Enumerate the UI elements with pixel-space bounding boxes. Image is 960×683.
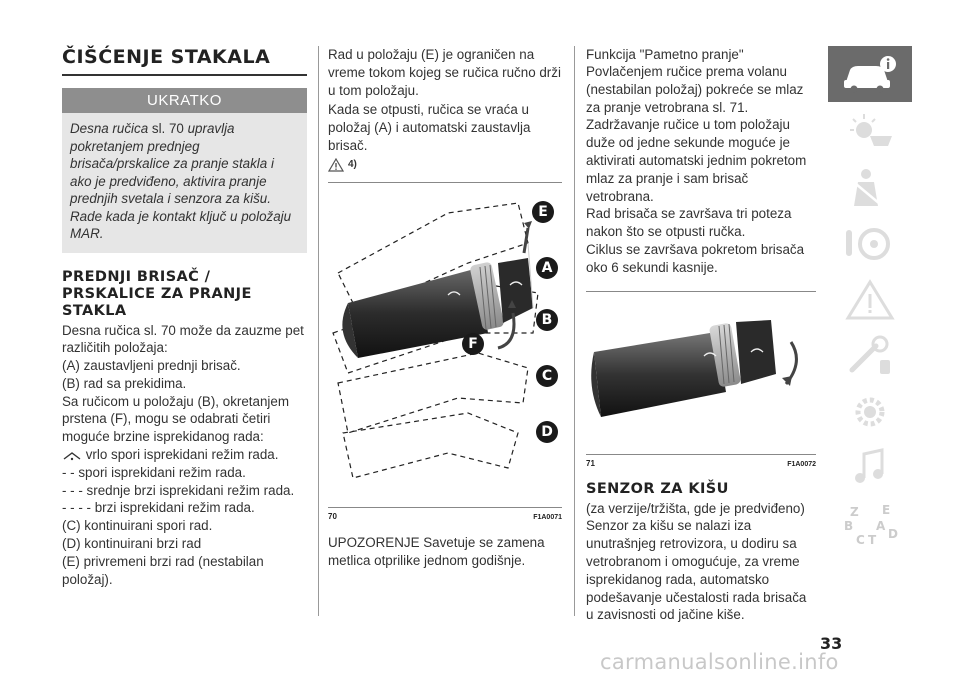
position-c: (C) kontinuirani spori rad.: [62, 518, 213, 534]
front-wiper-heading: PREDNJI BRISAČ / PRSKALICE ZA PRANJE STAKLA: [62, 268, 252, 319]
release-note: Kada se otpusti, ručica se vraća u položaj (A) i automatski zaustavlja brisač.: [328, 102, 531, 153]
index-letter-d: D: [888, 527, 898, 541]
warning-reference-number: 4): [348, 159, 357, 171]
figure-70-number: 70: [328, 511, 337, 521]
ring-description: Sa ručicom u položaju (B), okretanjem prstena (F), mogu se odabrati četiri moguće brzine isprekidanog rada:: [62, 393, 289, 445]
tab-technical-data[interactable]: [828, 386, 912, 438]
summary-text-c: upravlja pokretanjem prednjeg brisača/prskalice za pranje stakla i ako je predviđeno, aktivira pranje prednjih svetala i senzora za kišu.: [70, 121, 274, 206]
smart-wash-heading: Funkcija "Pametno pranje": [586, 47, 744, 62]
index-letter-c: C: [856, 533, 865, 546]
summary-paragraph-1: [70, 120, 299, 208]
smart-wash-p2: Zadržavanje ručice u tom položaju duže od jedne sekunde moguće je aktivirati automatski jednim pokretom mlaz za pranje i sam brisač vetrobrana.: [586, 117, 807, 204]
summary-text-2: Rade kada je kontakt ključ u položaju MAR.: [70, 208, 292, 241]
speed-slow: - - spori isprekidani režim rada.: [62, 464, 246, 480]
index-letter-z: Z: [850, 505, 859, 519]
tab-maintenance[interactable]: [828, 330, 912, 382]
wiper-stalk-illustration: [328, 183, 562, 507]
wiper-interval-icon: [62, 451, 82, 461]
warning-reference: [328, 158, 562, 172]
column-right: [586, 46, 816, 624]
watermark: carmanualsonline.info: [600, 650, 839, 674]
speed-very-slow: [62, 446, 307, 464]
tab-driving[interactable]: [828, 218, 912, 270]
summary-fig-ref: sl. 70: [148, 121, 188, 136]
rain-sensor-heading: SENZOR ZA KIŠU: [586, 480, 729, 497]
gear-icon: [840, 390, 900, 434]
column-middle: [328, 46, 562, 569]
column-left: [62, 46, 307, 588]
callout-b: B: [536, 309, 558, 331]
steering-wheel-icon: [840, 222, 900, 266]
tab-vehicle-info[interactable]: [828, 46, 912, 102]
column-divider-1: [318, 46, 319, 616]
figure-71-number: 71: [586, 458, 595, 468]
page-title: ČIŠĆENJE STAKALA: [62, 46, 307, 76]
music-note-icon: [840, 446, 900, 490]
wiper-stalk-pull-illustration: [586, 292, 816, 454]
callout-d: D: [536, 421, 558, 443]
summary-paragraph-2: [70, 208, 299, 243]
summary-box: [62, 113, 307, 253]
position-a: (A) zaustavljeni prednji brisač.: [62, 358, 241, 374]
tab-emergency[interactable]: [828, 274, 912, 326]
rain-sensor-description: Senzor za kišu se nalazi iza unutrašnjeg retrovizora, u dodiru sa vetrobranom i omogućuje, za vreme isprekidanog rada, automatsko podešavanje učestalosti rada brisača u zavisnosti od jačine kiše.: [586, 518, 807, 623]
chapter-sidebar: [828, 46, 912, 554]
position-e: (E) privremeni brzi rad (nestabilan položaj).: [62, 553, 264, 587]
wrench-icon: [840, 334, 900, 378]
figure-71: [586, 291, 816, 468]
callout-e: E: [532, 201, 554, 223]
index-letter-b: B: [844, 519, 854, 533]
wiper-blade-warning: UPOZORENJE Savetuje se zamena metlica otprilike jednom godišnje.: [328, 534, 545, 568]
speed-very-slow-text: vrlo spori isprekidani režim rada.: [85, 447, 279, 463]
speed-medium: - - - srednje brzi isprekidani režim rada.: [62, 482, 295, 498]
alphabet-index-icon: [840, 502, 900, 546]
index-letter-a: A: [876, 519, 886, 533]
smart-wash-p4: Ciklus se završava pokretom brisača oko 6 sekundi kasnije.: [586, 241, 805, 275]
seatbelt-icon: [840, 166, 900, 210]
position-d: (D) kontinuirani brzi rad: [62, 536, 202, 552]
speed-fast: - - - - brzi isprekidani režim rada.: [62, 500, 255, 516]
callout-a: A: [536, 257, 558, 279]
smart-wash-p1: Povlačenjem ručice prema volanu (nestabilan položaj) pokreće se mlaz za pranje vetrobrana sl. 71.: [586, 64, 804, 115]
lights-icon: [840, 110, 900, 154]
figure-70: [328, 182, 562, 521]
summary-heading: UKRATKO: [62, 88, 307, 113]
position-b: (B) rad sa prekidima.: [62, 375, 187, 391]
tab-index[interactable]: [828, 498, 912, 550]
tab-safety[interactable]: [828, 162, 912, 214]
column-divider-2: [574, 46, 575, 616]
tab-multimedia[interactable]: [828, 442, 912, 494]
warning-triangle-icon: [328, 158, 344, 172]
index-letter-e: E: [882, 503, 891, 517]
car-info-icon: [840, 52, 900, 96]
rain-sensor-availability: (za verzije/tržišta, gde je predviđeno): [586, 500, 805, 516]
tab-lights[interactable]: [828, 106, 912, 158]
figure-70-code: F1A0071: [533, 513, 562, 521]
position-e-note: Rad u položaju (E) je ograničen na vreme tokom kojeg se ručica ručno drži u tom položaju.: [328, 47, 561, 98]
callout-c: C: [536, 365, 558, 387]
callout-f: F: [462, 333, 484, 355]
summary-text-a: Desna ručica: [70, 121, 149, 136]
page-number: 33: [820, 634, 843, 653]
front-wiper-intro: Desna ručica sl. 70 može da zauzme pet različitih položaja:: [62, 322, 304, 356]
index-letter-t: T: [868, 533, 877, 546]
figure-71-code: F1A0072: [787, 460, 816, 468]
smart-wash-p3: Rad brisača se završava tri poteza nakon što se otpusti ručka.: [586, 206, 792, 240]
warning-triangle-icon: [840, 278, 900, 322]
